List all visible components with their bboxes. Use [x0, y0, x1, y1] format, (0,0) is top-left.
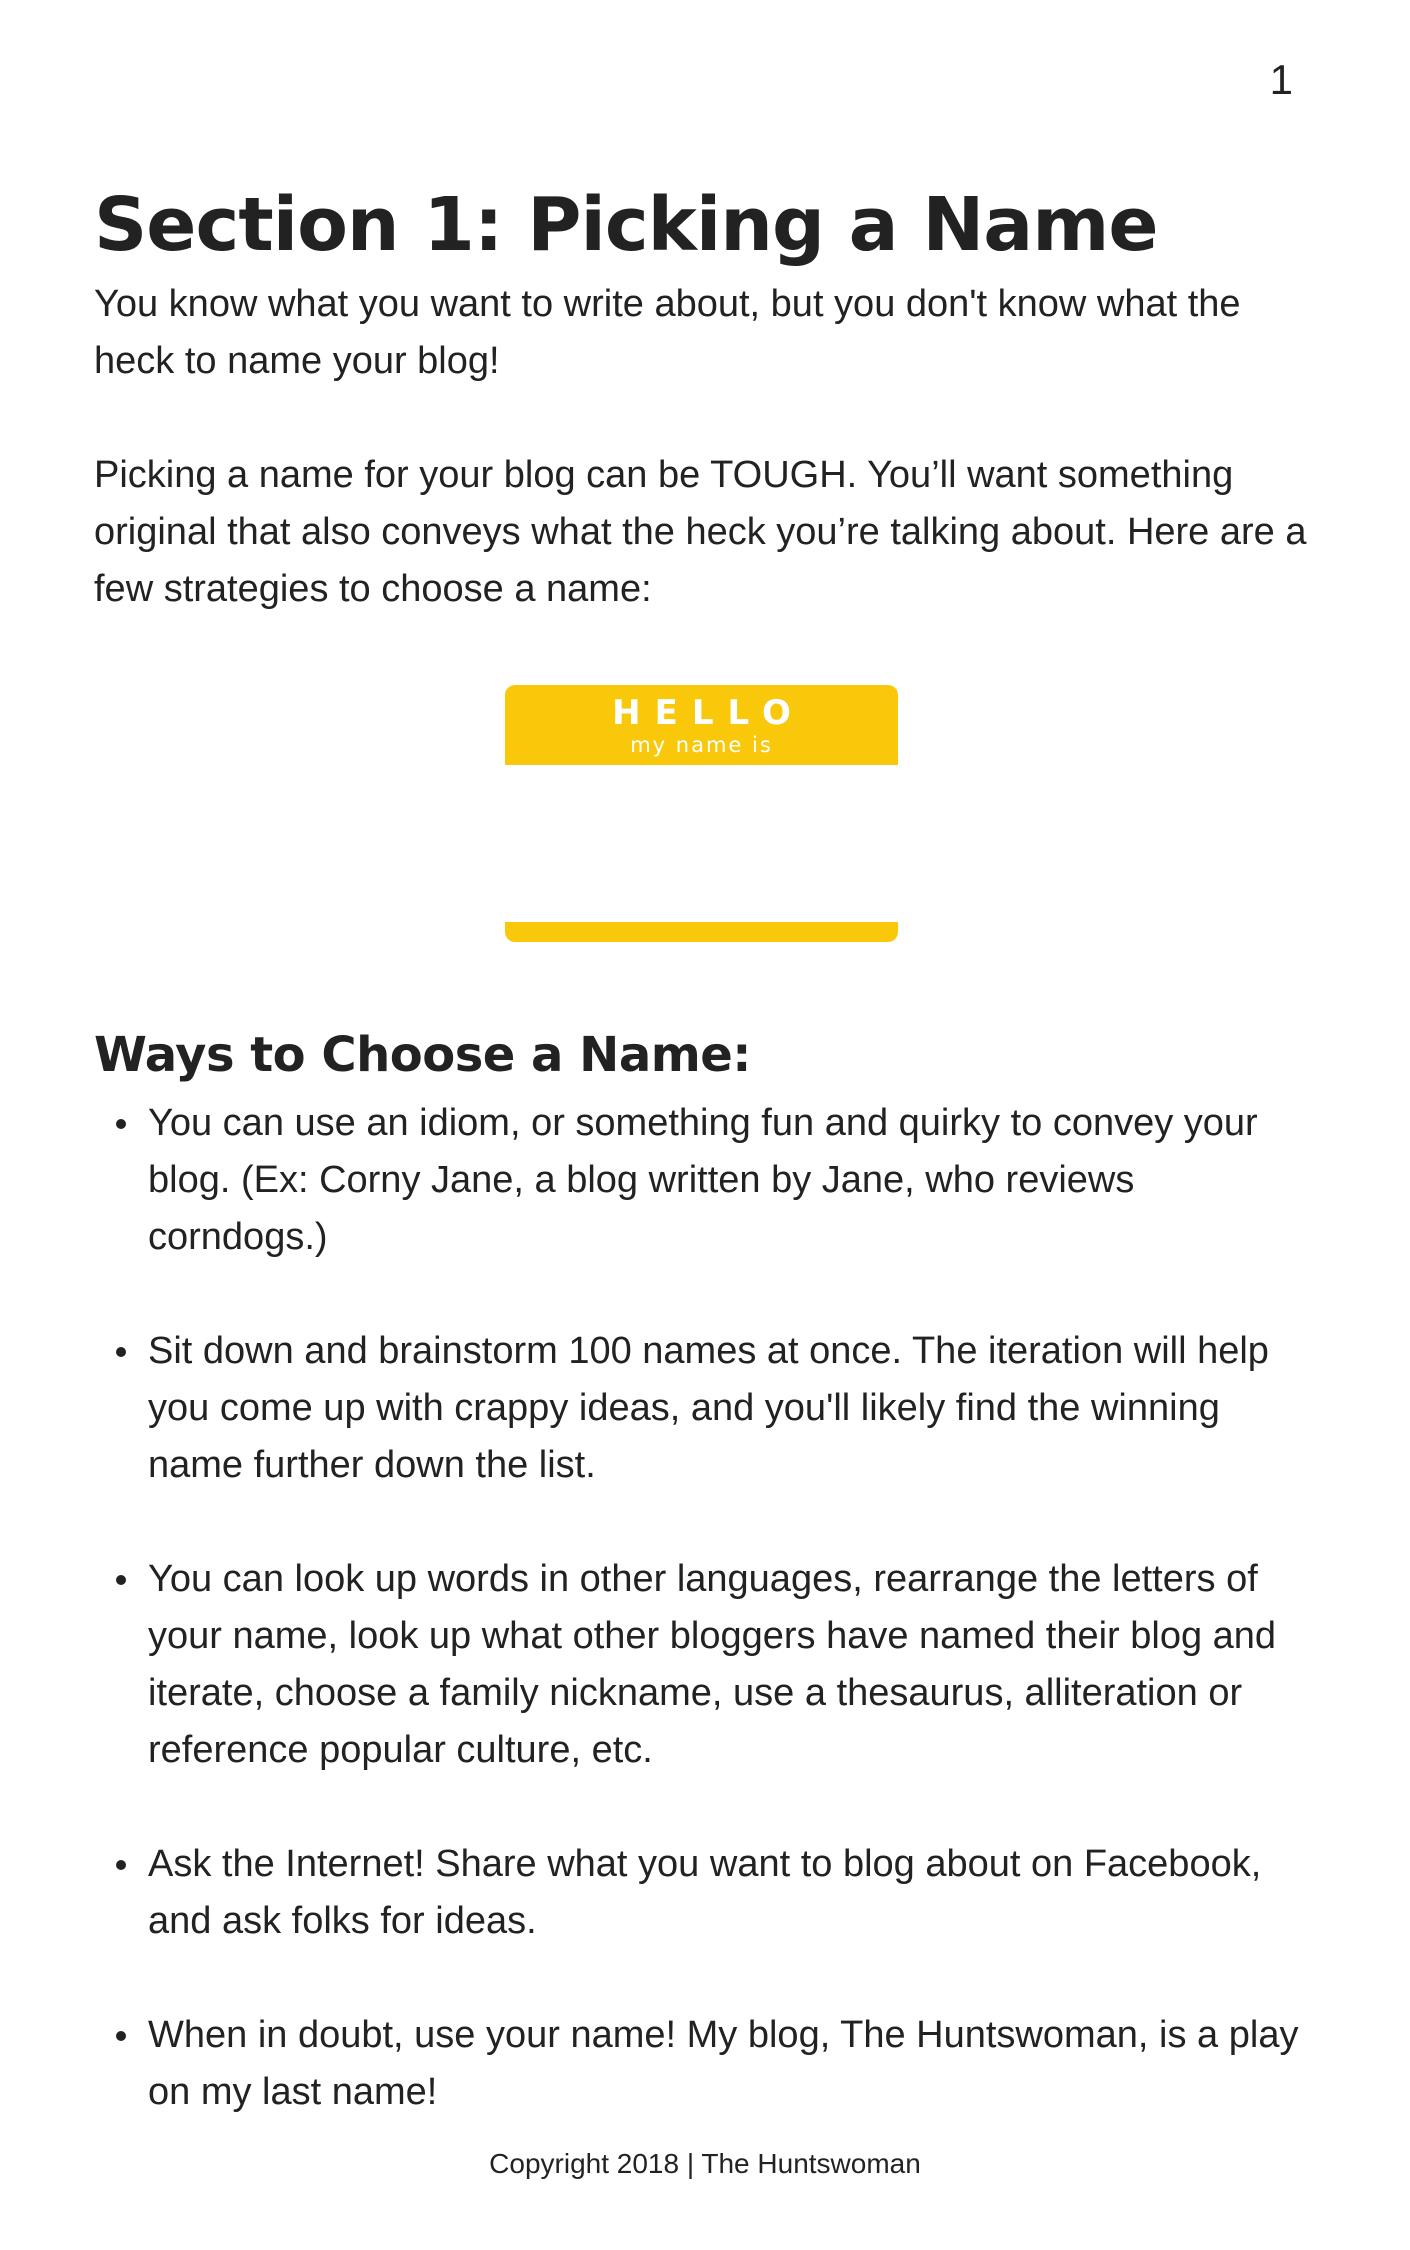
ways-section — [94, 1015, 1324, 2121]
ways-list — [94, 1095, 1324, 2121]
bullet-icon — [116, 1860, 126, 1870]
intro-section — [94, 170, 1324, 618]
bullet-icon — [116, 1347, 126, 1357]
list-item-text: Ask the Internet! Share what you want to blog about on Facebook, and ask folks for ideas. — [148, 1843, 1262, 1942]
hello-name-tag-graphic — [505, 685, 898, 942]
list-item-text: You can look up words in other languages, rearrange the letters of your name, look up what other bloggers have named their blog and iterate, choose a family nickname, use a thesaurus, alliteration or reference popular culture, etc. — [148, 1558, 1277, 1771]
list-item-text: You can use an idiom, or something fun and quirky to convey your blog. (Ex: Corny Jane, a blog written by Jane, who reviews corndogs.) — [148, 1102, 1258, 1258]
intro-paragraph-1: You know what you want to write about, but you don't know what the heck to name your blog! — [94, 283, 1241, 382]
list-item-text: When in doubt, use your name! My blog, The Huntswoman, is a play on my last name! — [148, 2014, 1299, 2113]
page-number: 1 — [1269, 56, 1293, 103]
name-tag-header — [505, 685, 898, 765]
bullet-icon — [116, 2031, 126, 2041]
bullet-icon — [116, 1575, 126, 1585]
copyright-footer: Copyright 2018 | The Huntswoman — [489, 2148, 921, 2179]
name-tag-footer-strip — [505, 922, 898, 942]
bullet-icon — [116, 1119, 126, 1129]
section-title: Section 1: Picking a Name — [94, 182, 1158, 268]
list-item — [94, 1095, 1324, 1266]
list-item — [94, 1551, 1324, 1779]
name-tag-subtext: my name is — [630, 733, 773, 757]
list-item — [94, 1836, 1324, 1950]
list-item — [94, 2007, 1324, 2121]
ways-heading: Ways to Choose a Name: — [94, 1027, 751, 1083]
intro-paragraph-2: Picking a name for your blog can be TOUGH. You’ll want something original that also conveys what the heck you’re talking about. Here are a few strategies to choose a name: — [94, 454, 1307, 610]
name-tag-hello: HELLO — [612, 693, 805, 733]
list-item-text: Sit down and brainstorm 100 names at once. The iteration will help you come up with crappy ideas, and you'll likely find the winning name further down the list. — [148, 1330, 1269, 1486]
list-item — [94, 1323, 1324, 1494]
